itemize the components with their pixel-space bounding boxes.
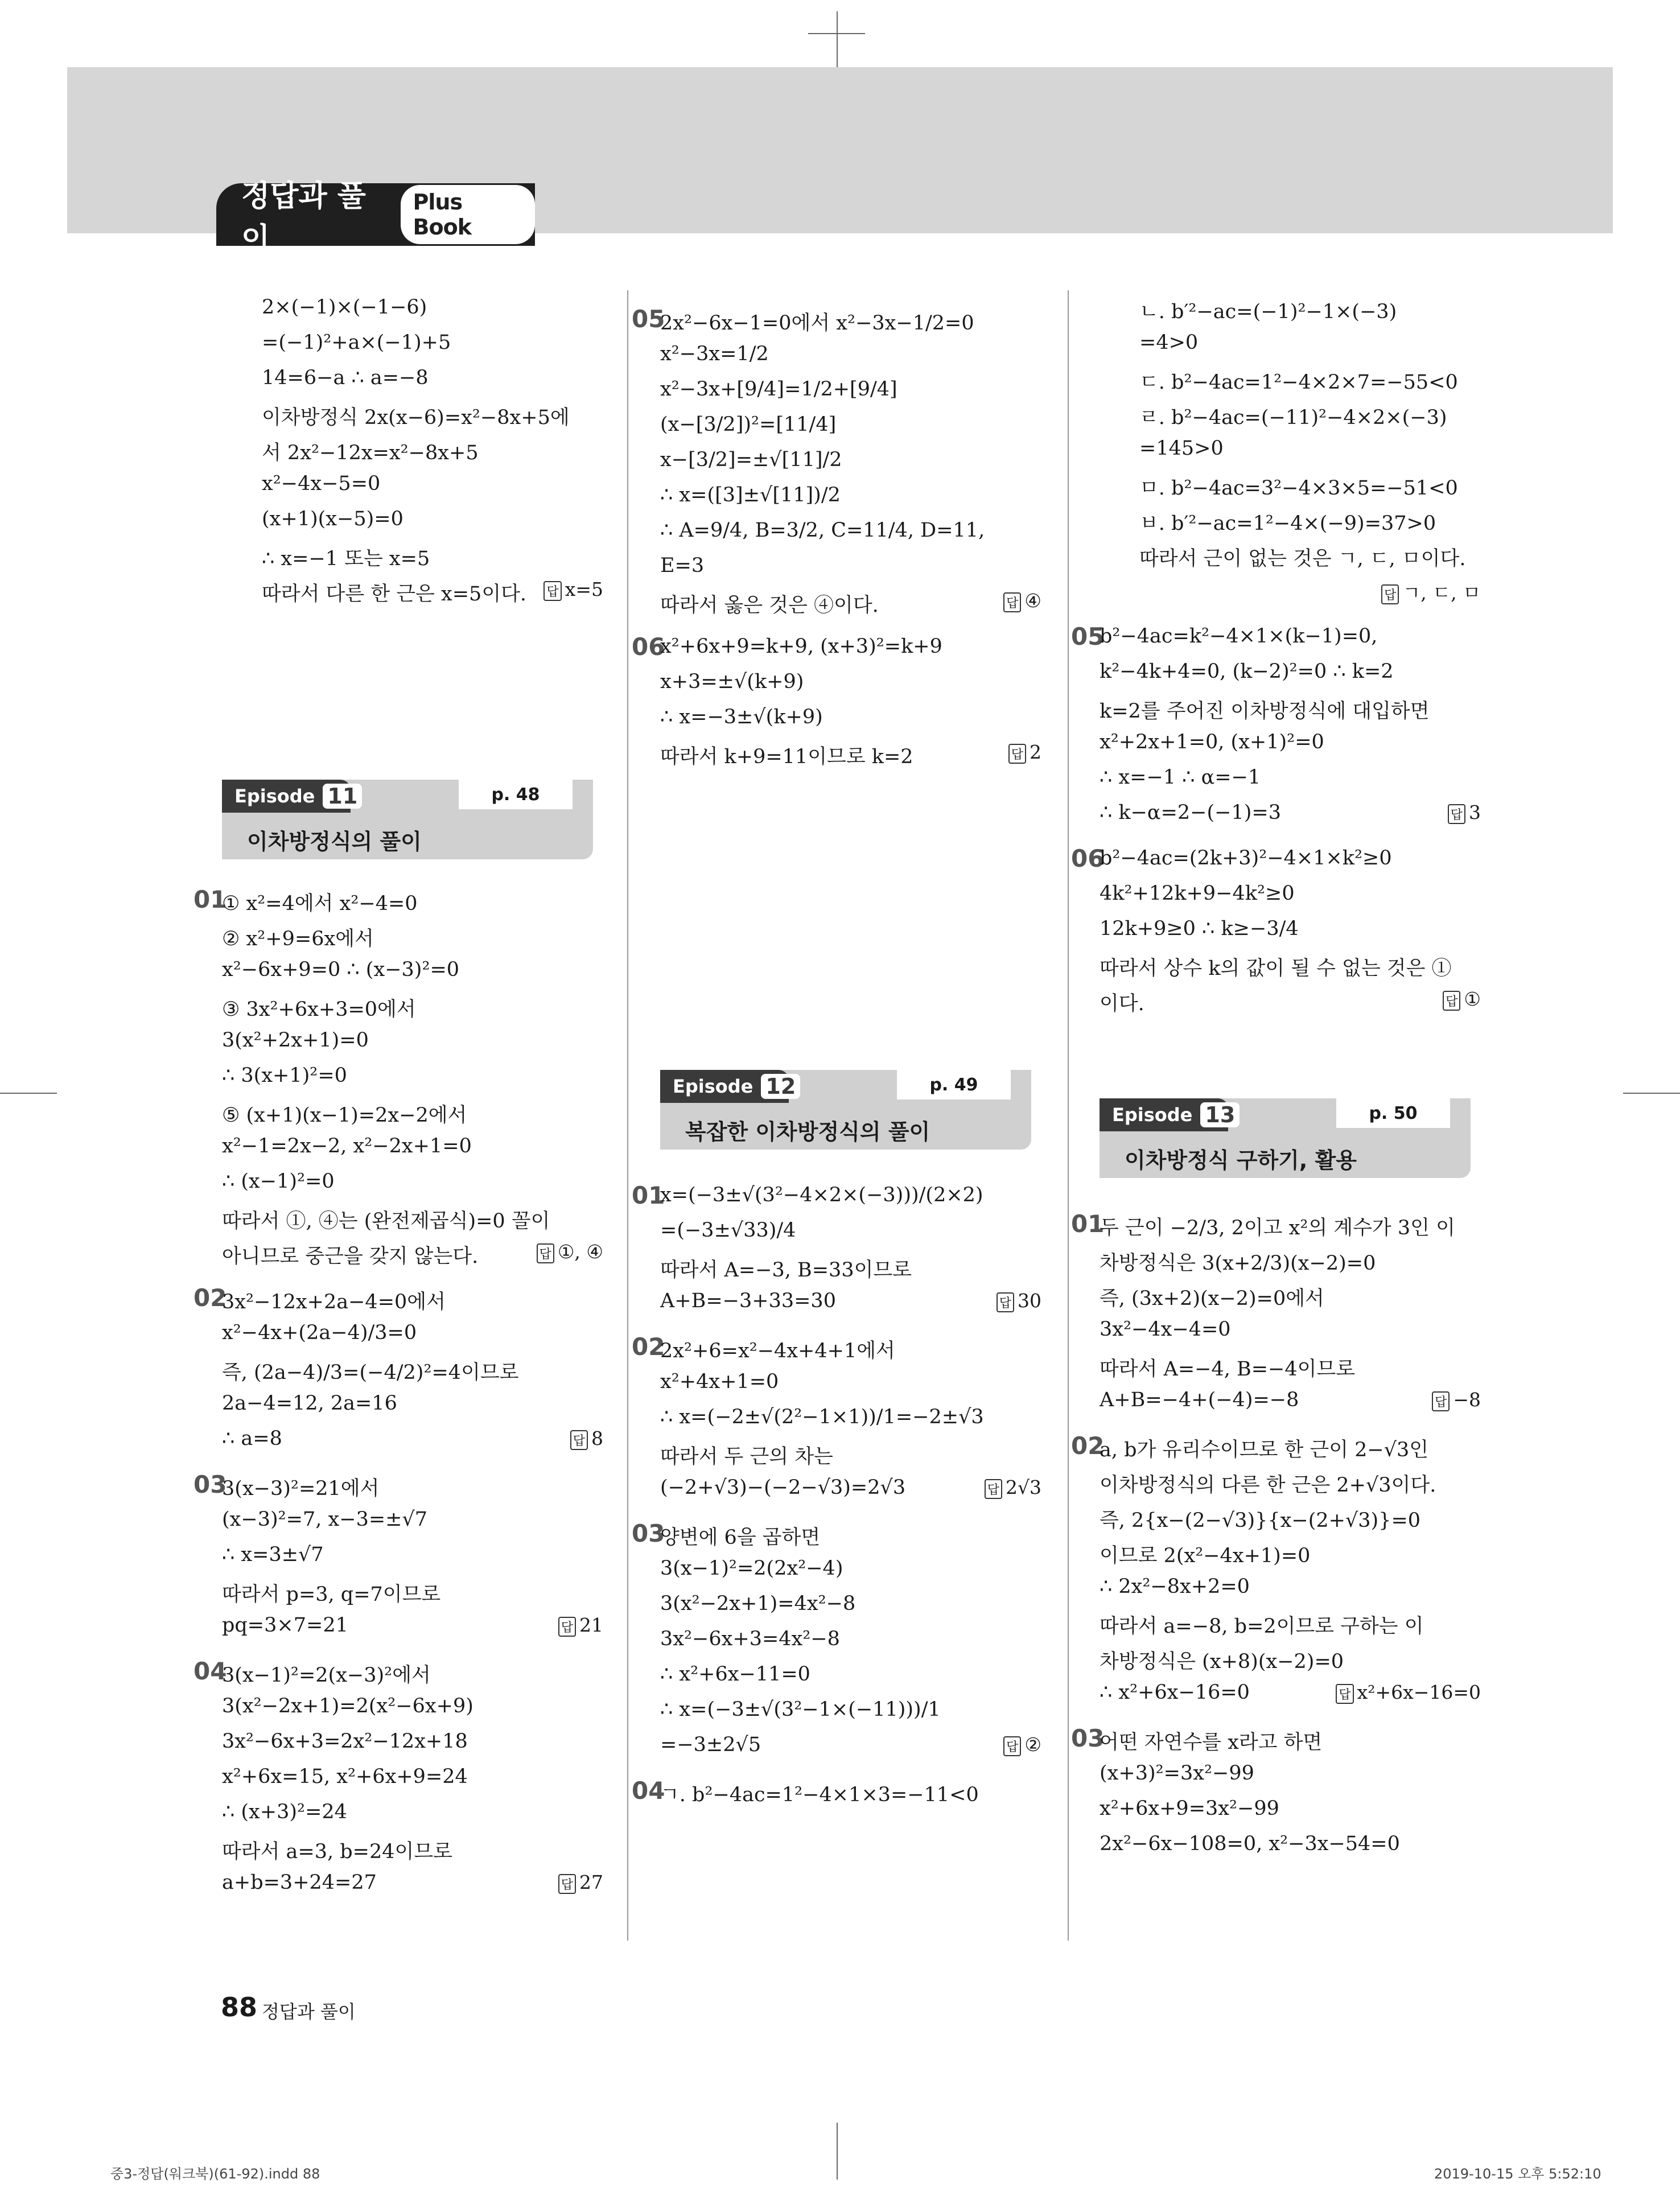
solution-line: 따라서 두 근의 차는 — [660, 1445, 833, 1468]
solution-line: =4>0 — [1139, 331, 1199, 354]
problem-number: 02 — [632, 1333, 665, 1361]
solution-line: ① x²=4에서 x²−4=0 — [222, 892, 418, 915]
solution-line: 따라서 a=3, b=24이므로 — [222, 1840, 452, 1863]
solution-line: 3x²−4x−4=0 — [1100, 1318, 1231, 1341]
answer-badge — [985, 1476, 1041, 1499]
problem-number: 04 — [193, 1657, 227, 1685]
solution-line: 따라서 A=−3, B=33이므로 — [660, 1259, 912, 1282]
solution-line: (x−[3/2])²=[11/4] — [660, 413, 837, 436]
solution-line: 3(x−3)²=21에서 — [222, 1477, 380, 1500]
solution-line: ∴ k−α=2−(−1)=3 — [1100, 801, 1281, 824]
answer-badge — [997, 1290, 1041, 1312]
answer-badge — [1003, 1733, 1041, 1756]
episode-tag — [1100, 1098, 1236, 1131]
solution-line: 이다. — [1100, 992, 1144, 1015]
solution-line: 2×(−1)×(−1−6) — [262, 296, 427, 319]
page-number: 88 — [221, 1992, 258, 2023]
solution-line: ∴ x=([3]±√[11])/2 — [660, 484, 841, 506]
solution-line: (−2+√3)−(−2−√3)=2√3 — [660, 1476, 906, 1499]
column-divider — [1068, 290, 1069, 1941]
answer-badge — [1448, 801, 1481, 824]
column-divider — [627, 290, 628, 1941]
answer-value: 2√3 — [1005, 1476, 1041, 1498]
solution-line: E=3 — [660, 554, 705, 577]
header-title: 정답과 풀이 — [241, 179, 367, 256]
answer-value: 21 — [579, 1614, 603, 1636]
answer-value: 2 — [1030, 741, 1041, 763]
solution-line: 차방정식은 3(x+2/3)(x−2)=0 — [1100, 1252, 1376, 1275]
solution-line: ③ 3x²+6x+3=0에서 — [222, 998, 416, 1021]
solution-line: 3x²−6x+3=2x²−12x+18 — [222, 1730, 468, 1753]
episode-label: Episode — [234, 785, 315, 807]
solution-line: x²+6x=15, x²+6x+9=24 — [222, 1765, 468, 1788]
answer-badge — [1008, 741, 1041, 764]
solution-line: 두 근이 −2/3, 2이고 x²의 계수가 3인 이 — [1100, 1217, 1455, 1239]
episode-label: Episode — [673, 1076, 753, 1097]
solution-line: 3(x²+2x+1)=0 — [222, 1029, 369, 1052]
answer-mark-icon: 답 — [558, 1617, 576, 1637]
answer-mark-icon: 답 — [985, 1479, 1002, 1499]
file-info: 중3-정답(워크북)(61-92).indd 88 — [110, 2166, 320, 2182]
solution-line: 14=6−a ∴ a=−8 — [262, 366, 429, 389]
solution-line: x²−6x+9=0 ∴ (x−3)²=0 — [222, 958, 460, 981]
solution-line: 이므로 2(x²−4x+1)=0 — [1100, 1545, 1311, 1567]
solution-line: ㄷ. b²−4ac=1²−4×2×7=−55<0 — [1139, 371, 1458, 394]
answer-mark-icon: 답 — [1381, 584, 1399, 604]
solution-line: 3(x−1)²=2(2x²−4) — [660, 1557, 843, 1580]
solution-line: 따라서 옳은 것은 ④이다. — [660, 594, 879, 617]
solution-line: ∴ x=−3±√(k+9) — [660, 706, 823, 728]
solution-line: ∴ (x+3)²=24 — [222, 1801, 347, 1823]
solution-line: 즉, (2a−4)/3=(−4/2)²=4이므로 — [222, 1361, 519, 1384]
solution-line: 3x²−12x+2a−4=0에서 — [222, 1291, 446, 1313]
episode-number: 12 — [761, 1074, 800, 1099]
answer-value: x²+6x−16=0 — [1357, 1681, 1481, 1703]
solution-line: 양변에 6을 곱하면 — [660, 1526, 821, 1549]
answer-value: ① — [1464, 988, 1481, 1010]
solution-line: =(−3±√33)/4 — [660, 1219, 796, 1242]
crop-mark — [837, 11, 838, 68]
episode-page: p. 48 — [459, 780, 573, 809]
problem-number: 06 — [632, 633, 665, 661]
answer-mark-icon: 답 — [1443, 991, 1460, 1011]
answer-value: 30 — [1018, 1290, 1041, 1312]
solution-line: A+B=−4+(−4)=−8 — [1100, 1389, 1299, 1411]
problem-number: 02 — [1071, 1432, 1105, 1460]
solution-line: 2a−4=12, 2a=16 — [222, 1392, 397, 1415]
answer-mark-icon: 답 — [1008, 744, 1026, 764]
solution-line: ㄱ. b²−4ac=1²−4×1×3=−11<0 — [660, 1784, 979, 1806]
solution-line: k²−4k+4=0, (k−2)²=0 ∴ k=2 — [1100, 660, 1394, 683]
episode-page: p. 50 — [1336, 1098, 1450, 1128]
solution-line: 따라서 k+9=11이므로 k=2 — [660, 746, 913, 768]
solution-line: 12k+9≥0 ∴ k≥−3/4 — [1100, 917, 1299, 940]
solution-line: x²+6x+9=k+9, (x+3)²=k+9 — [660, 635, 942, 658]
answer-badge — [1003, 590, 1041, 612]
crop-mark — [0, 1093, 57, 1094]
problem-number: 01 — [1071, 1210, 1105, 1238]
answer-value: ①, ④ — [557, 1241, 603, 1263]
solution-line: b²−4ac=(2k+3)²−4×1×k²≥0 — [1100, 847, 1392, 870]
solution-line: ∴ x=−1 ∴ α=−1 — [1100, 766, 1261, 789]
answer-mark-icon: 답 — [1003, 592, 1021, 612]
answer-value: ④ — [1024, 590, 1041, 612]
episode-title: 복잡한 이차방정식의 풀이 — [685, 1119, 930, 1144]
solution-line: 3(x−1)²=2(x−3)²에서 — [222, 1664, 431, 1687]
solution-line: pq=3×7=21 — [222, 1614, 348, 1637]
answer-value: 3 — [1469, 801, 1481, 823]
answer-value: ㄱ, ㄷ, ㅁ — [1402, 582, 1481, 604]
problem-number: 03 — [193, 1471, 227, 1498]
problem-number: 01 — [193, 886, 227, 913]
solution-line: 따라서 a=−8, b=2이므로 구하는 이 — [1100, 1615, 1424, 1638]
solution-line: 차방정식은 (x+8)(x−2)=0 — [1100, 1650, 1344, 1673]
solution-line: a, b가 유리수이므로 한 근이 2−√3인 — [1100, 1439, 1429, 1461]
episode-label: Episode — [1112, 1104, 1193, 1126]
answer-mark-icon: 답 — [1432, 1391, 1450, 1411]
solution-line: x²−3x+[9/4]=1/2+[9/4] — [660, 378, 897, 401]
solution-line: x−[3/2]=±√[11]/2 — [660, 448, 842, 471]
episode-header — [660, 1070, 1031, 1150]
episode-title: 이차방정식 구하기, 활용 — [1125, 1148, 1357, 1173]
header-title-tab — [216, 179, 535, 256]
answer-mark-icon: 답 — [1448, 804, 1465, 824]
solution-line: 2x²−6x−108=0, x²−3x−54=0 — [1100, 1832, 1400, 1855]
solution-line: 따라서 근이 없는 것은 ㄱ, ㄷ, ㅁ이다. — [1139, 547, 1466, 570]
solution-line: x²+2x+1=0, (x+1)²=0 — [1100, 731, 1324, 753]
problem-number: 06 — [1071, 845, 1105, 872]
answer-value: 27 — [579, 1871, 603, 1893]
solution-line: ∴ x²+6x−16=0 — [1100, 1681, 1250, 1704]
solution-line: 서 2x²−12x=x²−8x+5 — [262, 442, 479, 464]
solution-line: =(−1)²+a×(−1)+5 — [262, 331, 451, 354]
episode-header — [1100, 1098, 1471, 1178]
episode-number: 13 — [1200, 1102, 1240, 1127]
answer-badge — [543, 578, 603, 601]
answer-badge — [1432, 1389, 1481, 1411]
solution-line: 2x²+6=x²−4x+4+1에서 — [660, 1340, 895, 1362]
answer-value: ② — [1024, 1733, 1041, 1756]
solution-line: a+b=3+24=27 — [222, 1871, 377, 1894]
solution-line: ⑤ (x+1)(x−1)=2x−2에서 — [222, 1104, 467, 1127]
answer-mark-icon: 답 — [558, 1874, 576, 1894]
solution-line: x²−1=2x−2, x²−2x+1=0 — [222, 1135, 472, 1158]
crop-mark — [808, 33, 865, 34]
solution-line: 즉, 2{x−(2−√3)}{x−(2+√3)}=0 — [1100, 1509, 1421, 1532]
solution-line: (x+1)(x−5)=0 — [262, 508, 403, 530]
solution-line: 3(x²−2x+1)=4x²−8 — [660, 1592, 856, 1615]
answer-mark-icon: 답 — [570, 1430, 588, 1450]
solution-line: 따라서 p=3, q=7이므로 — [222, 1583, 441, 1606]
answer-mark-icon: 답 — [1336, 1684, 1353, 1704]
answer-badge — [570, 1427, 603, 1450]
problem-number: 04 — [632, 1777, 665, 1805]
episode-tag — [660, 1070, 796, 1103]
solution-line: (x+3)²=3x²−99 — [1100, 1762, 1254, 1785]
solution-line: ∴ (x−1)²=0 — [222, 1170, 335, 1193]
solution-line: x²−3x=1/2 — [660, 343, 769, 365]
episode-page: p. 49 — [897, 1070, 1011, 1099]
answer-value: x=5 — [565, 578, 603, 600]
solution-line: ② x²+9=6x에서 — [222, 928, 374, 950]
solution-line: k=2를 주어진 이차방정식에 대입하면 — [1100, 700, 1430, 723]
header-badge: Plus Book — [401, 185, 535, 244]
problem-number: 03 — [632, 1519, 665, 1547]
solution-line: ㄹ. b²−4ac=(−11)²−4×2×(−3) — [1139, 406, 1447, 429]
solution-line: ∴ a=8 — [222, 1427, 282, 1450]
problem-number: 05 — [632, 305, 665, 333]
solution-line: 이차방정식 2x(x−6)=x²−8x+5에 — [262, 406, 570, 429]
solution-line: 4k²+12k+9−4k²≥0 — [1100, 882, 1295, 905]
episode-title: 이차방정식의 풀이 — [247, 829, 422, 854]
solution-line: x+3=±√(k+9) — [660, 670, 804, 693]
solution-line: 이차방정식의 다른 한 근은 2+√3이다. — [1100, 1474, 1436, 1497]
solution-line: 따라서 A=−4, B=−4이므로 — [1100, 1358, 1356, 1381]
solution-line: 따라서 ①, ④는 (완전제곱식)=0 꼴이 — [222, 1210, 550, 1233]
solution-line: 아니므로 중근을 갖지 않는다. — [222, 1245, 479, 1268]
solution-line: ∴ x=(−3±√(3²−1×(−11)))/1 — [660, 1698, 941, 1721]
answer-value: −8 — [1453, 1389, 1481, 1411]
answer-badge — [1381, 578, 1481, 605]
answer-badge — [558, 1871, 603, 1894]
solution-line: =145>0 — [1139, 437, 1224, 460]
solution-line: ㄴ. b′²−ac=(−1)²−1×(−3) — [1139, 300, 1397, 323]
solution-line: 즉, (3x+2)(x−2)=0에서 — [1100, 1287, 1324, 1310]
solution-line: (x−3)²=7, x−3=±√7 — [222, 1508, 428, 1531]
solution-line: 3(x²−2x+1)=2(x²−6x+9) — [222, 1695, 473, 1718]
problem-number: 03 — [1071, 1724, 1105, 1752]
crop-mark — [1623, 1093, 1680, 1094]
solution-line: x=(−3±√(3²−4×2×(−3)))/(2×2) — [660, 1184, 983, 1206]
solution-line: ∴ A=9/4, B=3/2, C=11/4, D=11, — [660, 519, 985, 542]
solution-line: ∴ 3(x+1)²=0 — [222, 1064, 347, 1087]
episode-tag — [222, 780, 358, 813]
answer-mark-icon: 답 — [1003, 1736, 1021, 1756]
solution-line: 어떤 자연수를 x라고 하면 — [1100, 1731, 1323, 1754]
solution-line: b²−4ac=k²−4×1×(k−1)=0, — [1100, 625, 1378, 648]
solution-line: x²+6x+9=3x²−99 — [1100, 1797, 1279, 1820]
answer-mark-icon: 답 — [537, 1243, 554, 1263]
timestamp: 2019-10-15 오후 5:52:10 — [1434, 2166, 1601, 2182]
answer-badge — [1336, 1681, 1481, 1704]
problem-number: 05 — [1071, 623, 1105, 650]
solution-line: ㅂ. b′²−ac=1²−4×(−9)=37>0 — [1139, 512, 1436, 535]
episode-header — [222, 780, 593, 859]
solution-line: 따라서 다른 한 근은 x=5이다. — [262, 583, 527, 606]
solution-line: ∴ x²+6x−11=0 — [660, 1663, 810, 1686]
answer-badge — [1443, 988, 1481, 1011]
solution-line: ∴ x=3±√7 — [222, 1543, 324, 1566]
solution-line: ∴ x=(−2±√(2²−1×1))/1=−2±√3 — [660, 1406, 984, 1428]
problem-number: 01 — [632, 1181, 665, 1209]
solution-line: x²−4x+(2a−4)/3=0 — [222, 1321, 417, 1344]
solution-line: ㅁ. b²−4ac=3²−4×3×5=−51<0 — [1139, 477, 1458, 500]
solution-line: 따라서 상수 k의 값이 될 수 없는 것은 ① — [1100, 957, 1452, 980]
solution-line: ∴ 2x²−8x+2=0 — [1100, 1575, 1250, 1598]
answer-mark-icon: 답 — [997, 1292, 1014, 1312]
solution-line: 2x²−6x−1=0에서 x²−3x−1/2=0 — [660, 312, 974, 335]
solution-line: A+B=−3+33=30 — [660, 1290, 836, 1312]
episode-number: 11 — [323, 784, 362, 809]
answer-badge — [537, 1241, 603, 1263]
solution-line: 3x²−6x+3=4x²−8 — [660, 1628, 840, 1650]
solution-line: ∴ x=−1 또는 x=5 — [262, 547, 430, 570]
problem-number: 02 — [193, 1284, 227, 1312]
crop-mark — [837, 2123, 838, 2180]
page-label: 정답과 풀이 — [262, 2001, 356, 2023]
answer-value: 8 — [591, 1427, 603, 1449]
answer-mark-icon: 답 — [543, 581, 561, 601]
solution-line: x²+4x+1=0 — [660, 1370, 779, 1393]
solution-line: =−3±2√5 — [660, 1733, 761, 1756]
solution-line: x²−4x−5=0 — [262, 472, 381, 495]
answer-badge — [558, 1614, 603, 1637]
